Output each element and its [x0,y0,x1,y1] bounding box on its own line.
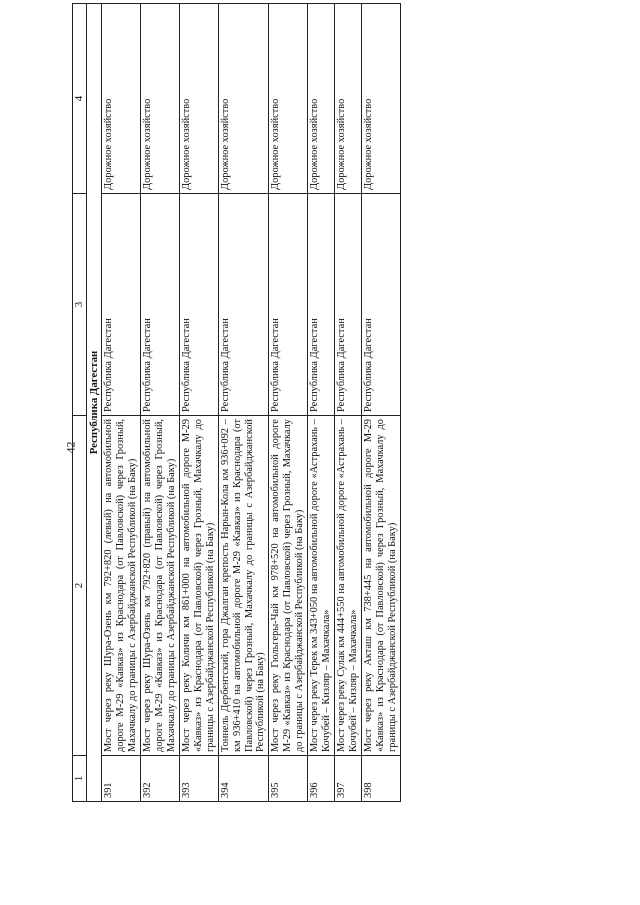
row-number: 394 [218,756,269,802]
object-description: Мост через реку Акташ км 738+445 на автомобильной дороге М-29 «Кавказ» из Краснодара (от Павловской) через Грозный, Махачкалу до границы с Азербайджанской Республикой (на Баку) [362,416,401,756]
object-description: Мост через реку Шура-Озень км 792+820 (левый) на автомобильной дороге М-29 «Кавказ» из Краснодара (от Павловской) через Грозный, Махачкалу до границы с Азербайджанской Республикой (на Баку) [102,416,141,756]
object-description: Мост через реку Терек км 343+050 на автомобильной дороге «Астрахань – Кочубей – Кизляр – Махачкала» [308,416,335,756]
row-number: 396 [308,756,335,802]
row-number: 393 [179,756,218,802]
region-cell: Республика Дагестан [218,194,269,416]
table-row [218,4,269,802]
object-description: Тоннель Дербентский, гора Джалган крепость Нарын-Кола км 936+092 – км 936+410 на автомобильной дороге М-29 «Кавказ» из Краснодара (от Павловской) через Грозный, Махачкалу до границы с Азербайджанской Республикой (на Баку) [218,416,269,756]
owner-cell: Дорожное хозяйство [140,4,179,194]
row-number: 398 [362,756,401,802]
header-col-3: 3 [73,194,87,416]
row-number: 392 [140,756,179,802]
table-row [140,4,179,802]
region-heading: Республика Дагестан [86,4,101,802]
object-description: Мост через реку Шура-Озень км 792+820 (правый) на автомобильной дороге М-29 «Кавказ» из Краснодара (от Павловской) через Грозный, Махачкалу до границы с Азербайджанской Республикой (на Баку) [140,416,179,756]
region-cell: Республика Дагестан [362,194,401,416]
object-description: Мост через реку Сулак км 444+550 на автомобильной дороге «Астрахань – Кочубей – Кизляр – Махачкала» [335,416,362,756]
region-row [86,4,101,802]
owner-cell: Дорожное хозяйство [362,4,401,194]
region-cell: Республика Дагестан [335,194,362,416]
table-row [308,4,335,802]
region-cell: Республика Дагестан [308,194,335,416]
owner-cell: Дорожное хозяйство [269,4,308,194]
region-cell: Республика Дагестан [140,194,179,416]
table-row [362,4,401,802]
object-description: Мост через реку Количи км 861+000 на автомобильной дороге М-29 «Кавказ» из Краснодара (от Павловской) через Грозный, Махачкалу до границы с Азербайджанской Республикой (на Баку) [179,416,218,756]
header-col-1: 1 [73,756,87,802]
owner-cell: Дорожное хозяйство [102,4,141,194]
object-description: Мост через реку Гюльгеры-Чай км 978+520 на автомобильной дороге М-29 «Кавказ» из Краснодара (от Павловской) через Грозный, Махачкалу до границы с Азербайджанской Республикой (на Баку) [269,416,308,756]
row-number: 391 [102,756,141,802]
region-cell: Республика Дагестан [179,194,218,416]
table-row [179,4,218,802]
header-row [73,4,87,802]
region-cell: Республика Дагестан [269,194,308,416]
owner-cell: Дорожное хозяйство [179,4,218,194]
owner-cell: Дорожное хозяйство [335,4,362,194]
table-row [335,4,362,802]
rotated-table-container [72,4,632,802]
table-row [269,4,308,802]
objects-table [72,3,401,802]
row-number: 395 [269,756,308,802]
owner-cell: Дорожное хозяйство [218,4,269,194]
owner-cell: Дорожное хозяйство [308,4,335,194]
table-row [102,4,141,802]
region-cell: Республика Дагестан [102,194,141,416]
header-col-4: 4 [73,4,87,194]
header-col-2: 2 [73,416,87,756]
page-number: 42 [63,441,78,454]
row-number: 397 [335,756,362,802]
